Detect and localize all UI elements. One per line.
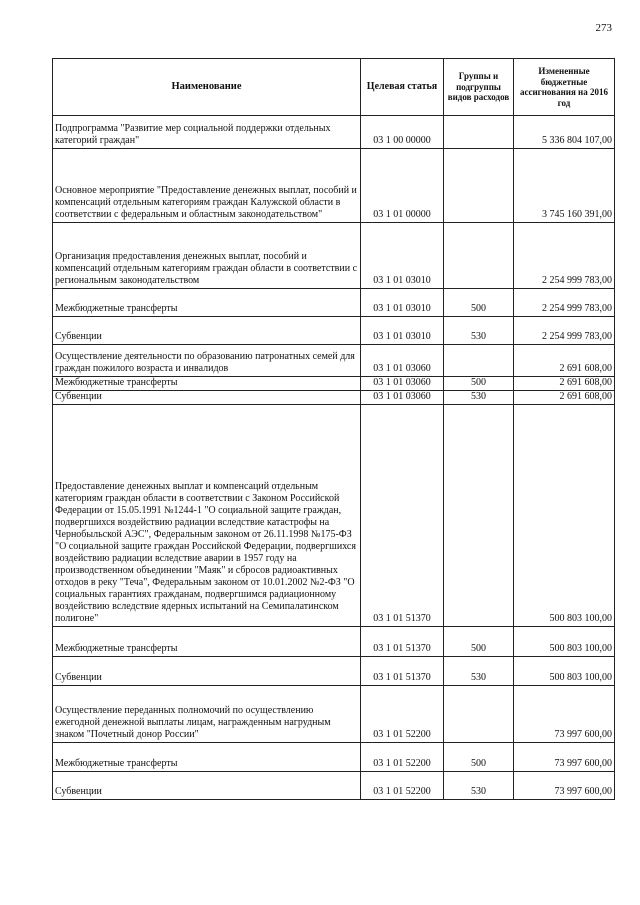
row-expense-group: 500 <box>444 743 514 772</box>
table-row <box>53 345 615 377</box>
row-name: Межбюджетные трансферты <box>53 289 361 317</box>
row-name: Предоставление денежных выплат и компенсаций отдельным категориям граждан области в соответствии с Законом Российской Федерации от 15.05.1991 №1244-1 "О социальной защите граждан, подвергшихся воздействию радиации вследствие катастрофы на Чернобыльской АЭС", Федеральным законом от 26.11.1998 №175-ФЗ "О социальной защите граждан Российской Федерации, подвергшихся воздействию радиации вследствие аварии в 1957 году на производственном объединении "Маяк" и сбросов радиоактивных отходов в реку "Теча", Федеральным законом от 10.01.2002 №2-ФЗ "О социальных гарантиях гражданам, подвергшимся радиационному воздействию вследствие ядерных испытаний на Семипалатинском полигоне" <box>53 405 361 627</box>
table-row <box>53 627 615 657</box>
budget-table <box>52 58 615 800</box>
row-target-article: 03 1 01 03010 <box>361 223 444 289</box>
table-row <box>53 772 615 800</box>
row-name: Субвенции <box>53 317 361 345</box>
row-amount: 2 691 608,00 <box>514 345 615 377</box>
row-name: Межбюджетные трансферты <box>53 743 361 772</box>
row-target-article: 03 1 01 51370 <box>361 627 444 657</box>
row-amount: 500 803 100,00 <box>514 405 615 627</box>
row-target-article: 03 1 00 00000 <box>361 116 444 149</box>
row-name: Субвенции <box>53 772 361 800</box>
row-target-article: 03 1 01 52200 <box>361 743 444 772</box>
table-row <box>53 149 615 223</box>
row-target-article: 03 1 01 03060 <box>361 391 444 405</box>
row-target-article: 03 1 01 03060 <box>361 377 444 391</box>
row-expense-group <box>444 149 514 223</box>
row-expense-group <box>444 345 514 377</box>
row-amount: 2 691 608,00 <box>514 391 615 405</box>
row-expense-group: 530 <box>444 317 514 345</box>
table-row <box>53 116 615 149</box>
row-name: Субвенции <box>53 391 361 405</box>
table-row <box>53 743 615 772</box>
header-amount: Измененные бюджетные ассигнования на 2016 год <box>514 59 615 116</box>
row-target-article: 03 1 01 03060 <box>361 345 444 377</box>
row-expense-group <box>444 405 514 627</box>
table-row <box>53 391 615 405</box>
row-amount: 2 254 999 783,00 <box>514 317 615 345</box>
row-expense-group <box>444 116 514 149</box>
row-expense-group: 530 <box>444 772 514 800</box>
row-name: Организация предоставления денежных выплат, пособий и компенсаций отдельным категориям граждан области в соответствии с региональным законодательством <box>53 223 361 289</box>
row-amount: 2 254 999 783,00 <box>514 289 615 317</box>
table-row <box>53 657 615 686</box>
row-amount: 500 803 100,00 <box>514 657 615 686</box>
row-name: Осуществление деятельности по образованию патронатных семей для граждан пожилого возраста и инвалидов <box>53 345 361 377</box>
table-row <box>53 289 615 317</box>
table-row <box>53 405 615 627</box>
row-target-article: 03 1 01 52200 <box>361 772 444 800</box>
row-name: Основное мероприятие "Предоставление денежных выплат, пособий и компенсаций отдельным категориям граждан Калужской области в соответствии с федеральным и областным законодательством" <box>53 149 361 223</box>
row-target-article: 03 1 01 51370 <box>361 405 444 627</box>
row-target-article: 03 1 01 52200 <box>361 686 444 743</box>
row-target-article: 03 1 01 00000 <box>361 149 444 223</box>
table-row <box>53 377 615 391</box>
row-name: Межбюджетные трансферты <box>53 627 361 657</box>
row-amount: 73 997 600,00 <box>514 686 615 743</box>
row-amount: 2 254 999 783,00 <box>514 223 615 289</box>
header-expense-group: Группы и подгруппы видов расходов <box>444 59 514 116</box>
table-header-row <box>53 59 615 116</box>
row-target-article: 03 1 01 51370 <box>361 657 444 686</box>
row-amount: 73 997 600,00 <box>514 743 615 772</box>
row-target-article: 03 1 01 03010 <box>361 289 444 317</box>
row-name: Субвенции <box>53 657 361 686</box>
row-name: Осуществление переданных полномочий по осуществлению ежегодной денежной выплаты лицам, награжденным нагрудным знаком "Почетный донор России" <box>53 686 361 743</box>
row-expense-group: 530 <box>444 657 514 686</box>
table-row <box>53 686 615 743</box>
header-name: Наименование <box>53 59 361 116</box>
row-amount: 3 745 160 391,00 <box>514 149 615 223</box>
table-row <box>53 223 615 289</box>
table-body <box>53 116 615 800</box>
row-expense-group <box>444 223 514 289</box>
row-expense-group <box>444 686 514 743</box>
row-name: Подпрограмма "Развитие мер социальной поддержки отдельных категорий граждан" <box>53 116 361 149</box>
page-number: 273 <box>595 22 612 34</box>
row-amount: 500 803 100,00 <box>514 627 615 657</box>
header-target-article: Целевая статья <box>361 59 444 116</box>
row-expense-group: 530 <box>444 391 514 405</box>
row-expense-group: 500 <box>444 627 514 657</box>
row-amount: 2 691 608,00 <box>514 377 615 391</box>
row-target-article: 03 1 01 03010 <box>361 317 444 345</box>
row-amount: 5 336 804 107,00 <box>514 116 615 149</box>
row-expense-group: 500 <box>444 377 514 391</box>
row-name: Межбюджетные трансферты <box>53 377 361 391</box>
row-amount: 73 997 600,00 <box>514 772 615 800</box>
row-expense-group: 500 <box>444 289 514 317</box>
table-row <box>53 317 615 345</box>
